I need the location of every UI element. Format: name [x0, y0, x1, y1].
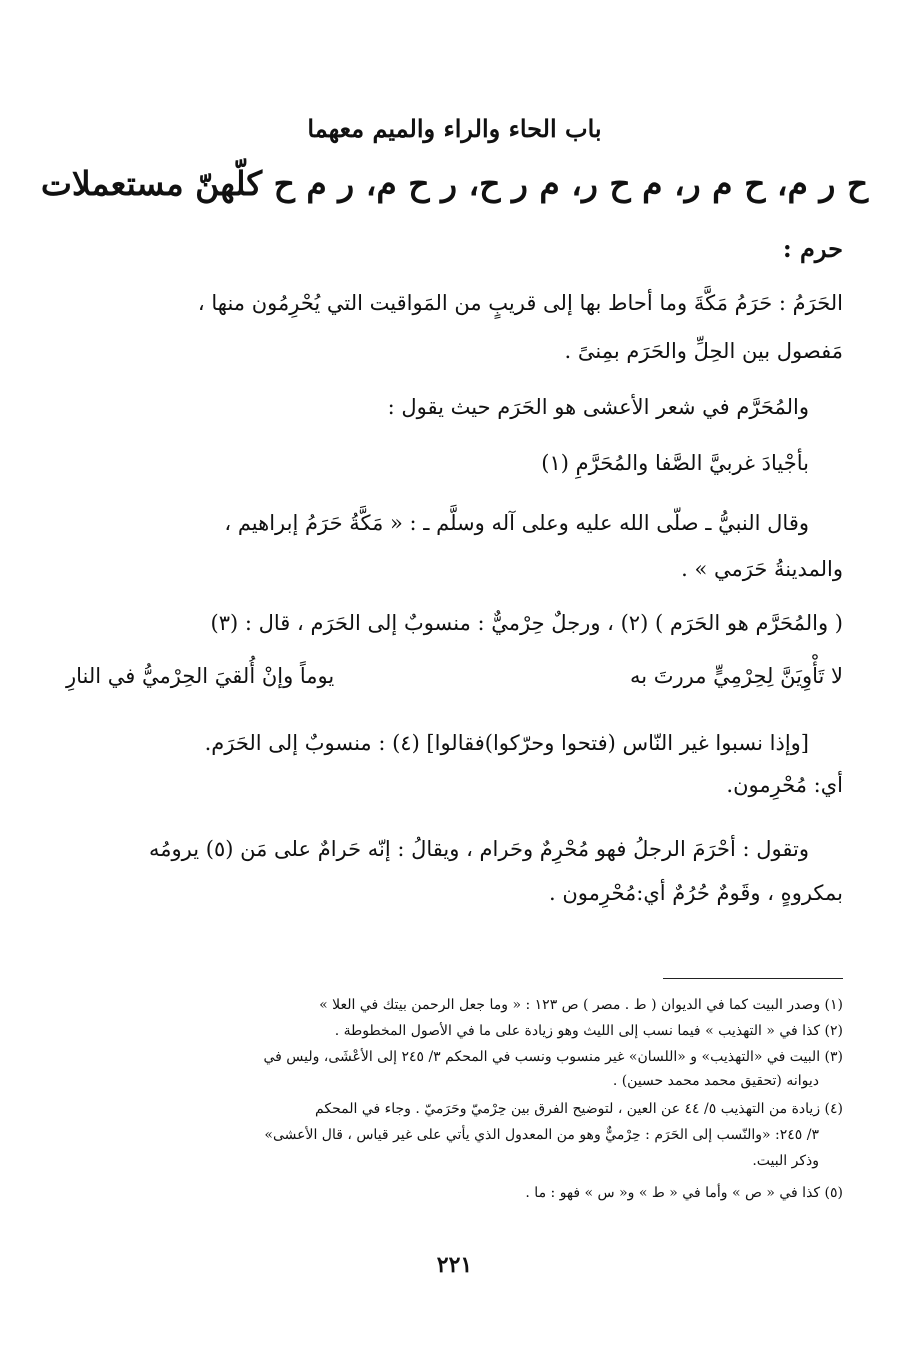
body-line: أي: مُحْرِمون. [726, 773, 843, 797]
body-line: ( والمُحَرَّم هو الحَرَم ) (٢) ، ورجلٌ حِرْميٌّ : منسوبٌ إلى الحَرَم ، قال : (٣) [210, 611, 843, 635]
verse-quote: بأجْيادَ غربيَّ الصَّفا والمُحَرَّمِ (١) [541, 451, 809, 475]
body-line: بمكروهٍ ، وقَومٌ حُرُمٌ أي:مُحْرِمون . [549, 881, 843, 905]
page-number: ٢٢١ [436, 1252, 473, 1278]
footnote: (٣) البيت في «التهذيب» و «اللسان» غير منسوب ونسب في المحكم ٣/ ٢٤٥ إلى الأعْشَى، وليس في [263, 1049, 843, 1065]
body-line: والمدينةُ حَرَمي » . [681, 557, 843, 581]
body-line: [وإذا نسبوا غير النّاس (فتحوا وحرّكوا)فقالوا] (٤) : منسوبٌ إلى الحَرَم. [204, 731, 809, 755]
verse-first-hemistich: لا تَأْوِيَنَّ لِحِرْمِيٍّ مررتَ به [629, 664, 843, 688]
poem-verse [66, 664, 843, 688]
body-line: وقال النبيُّ ـ صلّى الله عليه وعلى آله وسلَّم ـ : « مَكَّةُ حَرَمُ إبراهيم ، [224, 511, 809, 535]
footnote: (٢) كذا في « التهذيب » فيما نسب إلى الليث وهو زيادة على ما في الأصول المخطوطة . [334, 1023, 843, 1039]
verse-second-hemistich: يوماً وإنْ أُلقيَ الحِرْميُّ في النارِ [66, 664, 335, 688]
footnote: (١) وصدر البيت كما في الديوان ( ط . مصر ) ص ١٢٣ : « وما جعل الرحمن بيتك في العلا » [319, 997, 843, 1013]
root-permutations-heading: ح ر م، ح م ر، م ح ر، م ر ح، ر ح م، ر م ح كلّهنّ مستعملات [40, 164, 869, 203]
footnote-continuation: وذكر البيت. [752, 1153, 819, 1169]
chapter-title: باب الحاء والراء والميم معهما [307, 114, 602, 143]
footnote-continuation: ٣/ ٢٤٥: «والنّسب إلى الحَرَم : حِرْميٌّ وهو من المعدول الذي يأتي على غير قياس ، قال الأعشى» [264, 1127, 819, 1143]
footnote: (٥) كذا في « ص » وأما في « ط » و« س » فهو : ما . [525, 1185, 843, 1201]
body-line: والمُحَرَّم في شعر الأعشى هو الحَرَم حيث يقول : [387, 395, 809, 419]
footnote-continuation: ديوانه (تحقيق محمد محمد حسين) . [612, 1073, 819, 1089]
footnote-divider [663, 978, 843, 979]
body-line: وتقول : أحْرَمَ الرجلُ فهو مُحْرِمٌ وحَرام ، ويقالُ : إنّه حَرامٌ على مَن (٥) يرومُه [149, 837, 809, 861]
body-line: الحَرَمُ : حَرَمُ مَكَّةَ وما أحاط بها إلى قريبٍ من المَواقيت التي يُحْرِمُون منها ، [197, 291, 843, 315]
body-line: مَفصول بين الحِلِّ والحَرَم بمِنىً . [564, 339, 843, 363]
footnote: (٤) زيادة من التهذيب ٥/ ٤٤ عن العين ، لتوضيح الفرق بين حِرْميّ وحَرَميّ . وجاء في المحكم [315, 1101, 843, 1117]
entry-headword: حرم : [782, 234, 843, 263]
